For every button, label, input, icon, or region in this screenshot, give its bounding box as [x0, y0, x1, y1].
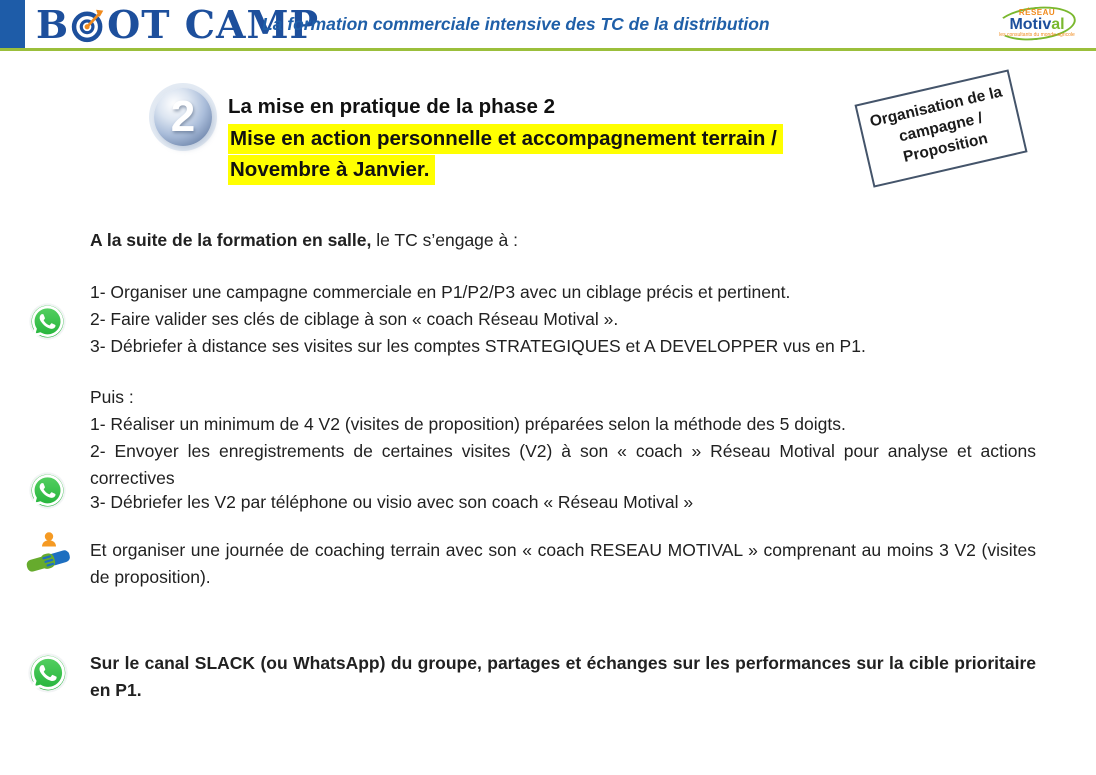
motival-reseau-label: RÉSEAU — [1018, 8, 1056, 17]
page-title: La mise en pratique de la phase 2 — [228, 95, 555, 118]
list-item: 1- Réaliser un minimum de 4 V2 (visites de proposition) préparées selon la méthode des 5 doigts. — [90, 414, 846, 434]
phase-2-badge — [154, 88, 212, 146]
slack-paragraph: Sur le canal SLACK (ou WhatsApp) du groupe, partages et échanges sur les performances sur la cible prioritaire en P1. — [90, 653, 1036, 700]
logo-text-rest: OT CAMP — [107, 1, 320, 47]
coaching-paragraph: Et organiser une journée de coaching terrain avec son « coach RESEAU MOTIVAL » comprenant au moins 3 V2 (visites de proposition). — [90, 540, 1036, 587]
engagements-list — [90, 279, 1036, 360]
list-item: 1- Organiser une campagne commerciale en P1/P2/P3 avec un ciblage précis et pertinent. — [90, 282, 791, 302]
motival-name — [994, 17, 1080, 32]
list-item: 3- Débriefer les V2 par téléphone ou visio avec son coach « Réseau Motival » — [90, 492, 694, 512]
whatsapp-icon — [29, 472, 66, 509]
intro-bold-text: A la suite de la formation en salle, — [90, 230, 372, 250]
title-highlight-line2: Novembre à Janvier. — [228, 155, 435, 185]
topic-stamp: Organisation de la campagne / Proposition — [854, 69, 1027, 187]
title-block — [228, 94, 783, 186]
handshake-icon — [24, 530, 72, 578]
target-dart-icon — [70, 7, 106, 43]
intro-paragraph — [90, 227, 1036, 254]
title-highlight-line1: Mise en action personnelle et accompagnement terrain / — [228, 124, 783, 154]
motival-logo — [994, 3, 1080, 47]
header-tagline: La formation commerciale intensive des TC de la distribution — [262, 14, 770, 34]
motival-subtitle: les consultants du monde agricole — [999, 32, 1075, 38]
list-item: 3- Débriefer à distance ses visites sur les comptes STRATEGIQUES et A DEVELOPPER vus en P1. — [90, 336, 866, 356]
list-item: 2- Faire valider ses clés de ciblage à son « coach Réseau Motival ». — [90, 309, 619, 329]
header-blue-tab — [0, 0, 25, 48]
motival-name-green: al — [1051, 16, 1065, 33]
whatsapp-icon — [28, 653, 68, 693]
intro-regular-text: le TC s’engage à : — [371, 230, 518, 250]
list-item: 2- Envoyer les enregistrements de certaines visites (V2) à son « coach » Réseau Motival pour analyse et actions correctives — [90, 441, 1036, 488]
motival-name-blue: Motiv — [1009, 16, 1052, 33]
logo-text-b: B — [36, 1, 70, 47]
whatsapp-icon — [29, 303, 66, 340]
header-divider — [0, 48, 1096, 51]
phase-2-badge-number: 2 — [170, 92, 196, 141]
puis-label: Puis : — [90, 387, 134, 407]
